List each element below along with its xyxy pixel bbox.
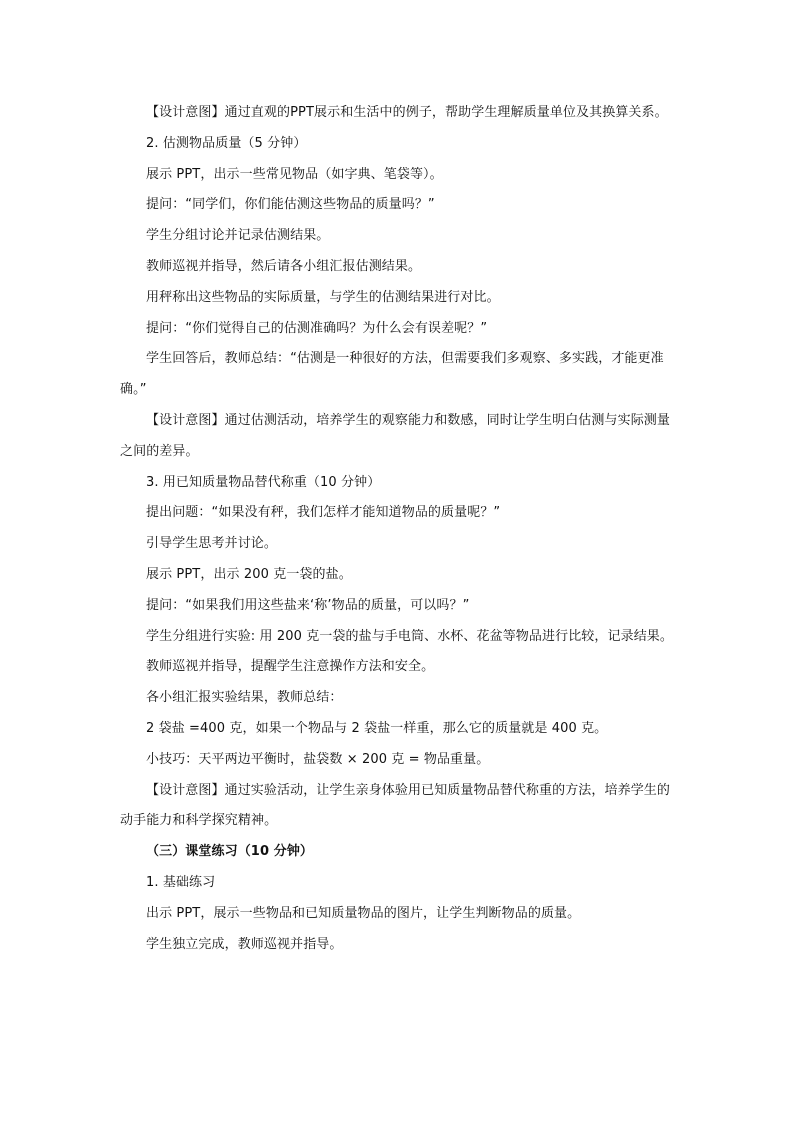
paragraph-show-images: 出示 PPT，展示一些物品和已知质量物品的图片，让学生判断物品的质量。 (146, 905, 581, 921)
paragraph-pose-question: 提出问题：“如果没有秤，我们怎样才能知道物品的质量呢？” (146, 505, 501, 521)
paragraph-show-ppt: 展示 PPT，出示一些常见物品（如字典、笔袋等）。 (146, 166, 443, 182)
paragraph-report: 各小组汇报实验结果，教师总结： (146, 690, 343, 706)
paragraph-tip: 小技巧：天平两边平衡时，盐袋数 × 200 克 = 物品重量。 (146, 751, 490, 767)
paragraph-weigh-compare: 用秤称出这些物品的实际质量，与学生的估测结果进行对比。 (146, 289, 500, 305)
subheading-basic-practice: 1. 基础练习 (146, 874, 216, 890)
design-intent-paragraph-1: 【设计意图】通过直观的PPT展示和生活中的例子，帮助学生理解质量单位及其换算关系。 (146, 105, 668, 120)
design-intent-paragraph-3: 【设计意图】通过实验活动，让学生亲身体验用已知质量物品替代称重的方法，培养学生的动手能力和科学探究精神。 (120, 782, 671, 829)
paragraph-teacher-summary: 学生回答后，教师总结：“估测是一种很好的方法，但需要我们多观察、多实践，才能更准确。” (120, 351, 664, 398)
paragraph-question-2: 提问：“你们觉得自己的估测准确吗？为什么会有误差呢？” (146, 320, 488, 336)
paragraph-teacher-guide: 教师巡视并指导，然后请各小组汇报估测结果。 (146, 258, 422, 274)
section-heading-practice: （三）课堂练习（10 分钟） (146, 844, 314, 860)
paragraph-show-salt: 展示 PPT，出示 200 克一袋的盐。 (146, 566, 352, 582)
design-intent-paragraph-2: 【设计意图】通过估测活动，培养学生的观察能力和数感，同时让学生明白估测与实际测量之间的差异。 (120, 412, 671, 459)
document-page (120, 98, 676, 960)
paragraph-group-discuss: 学生分组讨论并记录估测结果。 (146, 228, 330, 244)
section-heading-substitute: 3. 用已知质量物品替代称重（10 分钟） (146, 474, 381, 490)
paragraph-independent: 学生独立完成，教师巡视并指导。 (146, 936, 343, 952)
paragraph-question-1: 提问：“同学们，你们能估测这些物品的质量吗？” (146, 197, 435, 213)
paragraph-guide-think: 引导学生思考并讨论。 (146, 536, 278, 552)
paragraph-experiment: 学生分组进行实验: 用 200 克一袋的盐与手电筒、水杯、花盆等物品进行比较，记录结果。 (146, 628, 673, 644)
section-heading-estimate: 2. 估测物品质量（5 分钟） (146, 135, 307, 151)
paragraph-formula: 2 袋盐 =400 克，如果一个物品与 2 袋盐一样重，那么它的质量就是 400 克。 (146, 720, 608, 736)
paragraph-safety: 教师巡视并指导，提醒学生注意操作方法和安全。 (146, 659, 435, 675)
paragraph-question-3: 提问：“如果我们用这些盐来‘称’物品的质量，可以吗？” (146, 597, 470, 613)
